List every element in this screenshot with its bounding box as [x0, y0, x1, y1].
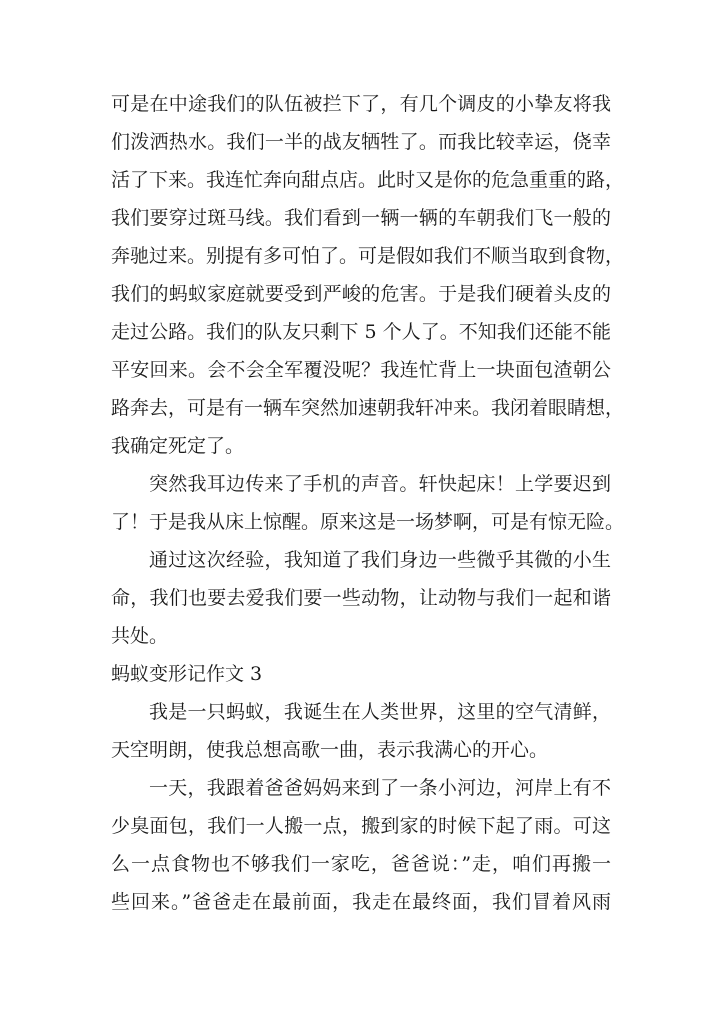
paragraph-1-line-5: 奔驰过来。别提有多可怕了。可是假如我们不顺当取到食物， [111, 245, 625, 267]
paragraph-5-line-3: 么一点食物也不够我们一家吃，爸爸说：”走，咱们再搬一 [111, 853, 611, 875]
paragraph-4-line-1: 我是一只蚂蚁，我诞生在人类世界，这里的空气清鲜， [149, 701, 611, 723]
paragraph-2-line-2: 了！于是我从床上惊醒。原来这是一场梦啊，可是有惊无险。 [111, 511, 625, 533]
paragraph-5-line-1: 一天，我跟着爸爸妈妈来到了一条小河边，河岸上有不 [149, 777, 611, 799]
paragraph-3-line-3: 共处。 [111, 625, 169, 647]
paragraph-1-line-7: 走过公路。我们的队友只剩下 5 个人了。不知我们还能不能 [111, 321, 611, 343]
paragraph-3-line-2: 命，我们也要去爱我们要一些动物，让动物与我们一起和谐 [111, 587, 611, 609]
paragraph-1-line-10: 我确定死定了。 [111, 435, 245, 457]
paragraph-3-line-1: 通过这次经验，我知道了我们身边一些微乎其微的小生 [149, 549, 611, 571]
paragraph-1-line-9: 路奔去，可是有一辆车突然加速朝我轩冲来。我闭着眼睛想， [111, 397, 625, 419]
paragraph-2-line-1: 突然我耳边传来了手机的声音。轩快起床！上学要迟到 [149, 473, 611, 495]
paragraph-5-line-2: 少臭面包，我们一人搬一点，搬到家的时候下起了雨。可这 [111, 815, 611, 837]
paragraph-1-line-1: 可是在中途我们的队伍被拦下了，有几个调皮的小挚友将我 [111, 93, 611, 115]
paragraph-4-line-2: 天空明朗，使我总想高歌一曲，表示我满心的开心。 [111, 739, 549, 761]
paragraph-1-line-2: 们泼洒热水。我们一半的战友牺牲了。而我比较幸运，侥幸 [111, 131, 611, 153]
paragraph-1-line-6: 我们的蚂蚁家庭就要受到严峻的危害。于是我们硬着头皮的 [111, 283, 611, 305]
paragraph-1-line-3: 活了下来。我连忙奔向甜点店。此时又是你的危急重重的路， [111, 169, 625, 191]
paragraph-5-line-4: 些回来。”爸爸走在最前面，我走在最终面，我们冒着风雨 [111, 891, 611, 913]
paragraph-1-line-8: 平安回来。会不会全军覆没呢？我连忙背上一块面包渣朝公 [111, 359, 611, 381]
section-heading: 蚂蚁变形记作文 3 [111, 663, 263, 685]
paragraph-1-line-4: 我们要穿过斑马线。我们看到一辆一辆的车朝我们飞一般的 [111, 207, 611, 229]
